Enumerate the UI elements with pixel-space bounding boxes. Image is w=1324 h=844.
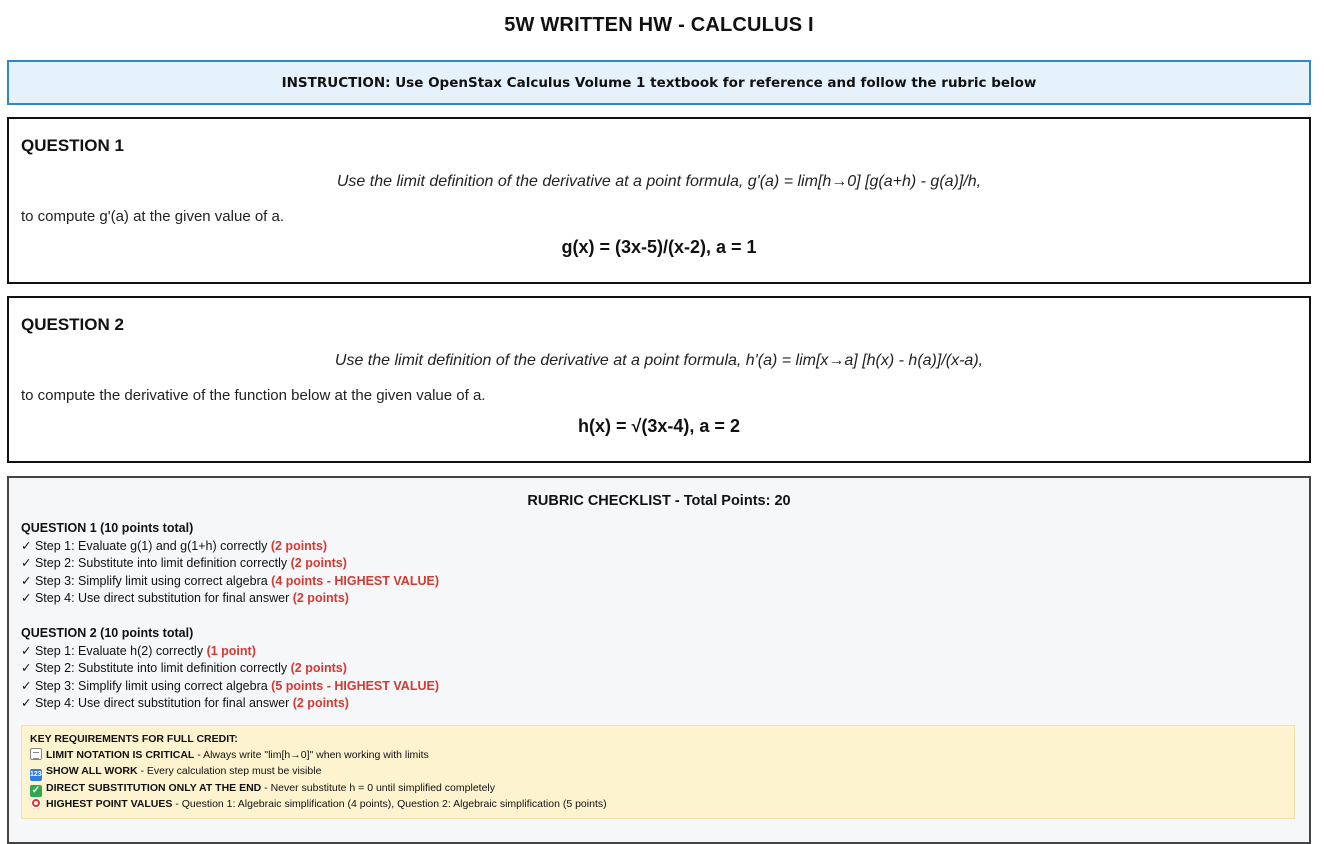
rubric-step-points: (2 points) <box>292 591 349 605</box>
rubric-step-points: (1 point) <box>206 643 256 658</box>
rubric-step-points: (2 points) <box>290 556 347 570</box>
key-requirement-label: HIGHEST POINT VALUES <box>46 797 173 810</box>
rubric-step <box>21 590 439 608</box>
key-requirement-item <box>30 797 1294 813</box>
rubric-step-text: ✓ Step 4: Use direct substitution for final answer <box>21 696 293 710</box>
question-1-card <box>7 117 1311 284</box>
rubric-step-points: (2 points) <box>290 661 347 675</box>
rubric-section-heading: QUESTION 1 (10 points total) <box>21 521 194 535</box>
rubric-section-heading: QUESTION 2 (10 points total) <box>21 626 194 640</box>
key-requirement-text: - Always write "lim[h→0]" when working with limits <box>194 748 429 761</box>
rubric-section-question-2 <box>21 625 439 713</box>
question-formula: Use the limit definition of the derivative at a point formula, h'(a) = lim[x→a] [h(x) - h(a)]/(x-a), <box>334 352 984 369</box>
rubric-step <box>21 555 439 573</box>
target-icon <box>30 797 42 809</box>
key-requirement-item <box>30 748 1294 764</box>
question-title: QUESTION 1 <box>21 136 124 155</box>
rubric-step <box>21 643 439 661</box>
question-2-card <box>7 296 1311 463</box>
question-title: QUESTION 2 <box>21 315 124 334</box>
key-requirement-text: - Never substitute h = 0 until simplified completely <box>261 781 495 794</box>
question-function: g(x) = (3x-5)/(x-2), a = 1 <box>561 237 757 257</box>
instruction-banner <box>7 60 1311 105</box>
question-function: h(x) = √(3x-4), a = 2 <box>578 416 740 436</box>
rubric-title: RUBRIC CHECKLIST - Total Points: 20 <box>527 493 791 509</box>
question-formula: Use the limit definition of the derivative at a point formula, g'(a) = lim[h→0] [g(a+h) - g(a)]/h, <box>336 173 982 190</box>
instruction-text: INSTRUCTION: Use OpenStax Calculus Volume 1 textbook for reference and follow the rubric below <box>281 74 1037 91</box>
rubric-step-text: ✓ Step 3: Simplify limit using correct algebra <box>21 573 272 588</box>
rubric-step-text: ✓ Step 1: Evaluate g(1) and g(1+h) correctly <box>21 538 271 553</box>
rubric-step-text: ✓ Step 4: Use direct substitution for final answer <box>21 591 293 605</box>
rubric-step <box>21 695 439 713</box>
key-requirement-text: - Question 1: Algebraic simplification (4 points), Question 2: Algebraic simplification (5 points) <box>172 797 607 810</box>
key-requirements-box <box>21 725 1295 819</box>
question-instruction-text: to compute g'(a) at the given value of a. <box>21 208 285 225</box>
rubric-step <box>21 573 439 591</box>
page-title: 5W WRITTEN HW - CALCULUS I <box>504 14 814 36</box>
rubric-step-points: (2 points) <box>270 538 328 553</box>
key-requirement-label: LIMIT NOTATION IS CRITICAL <box>46 748 195 761</box>
key-requirement-label: DIRECT SUBSTITUTION ONLY AT THE END <box>46 781 262 794</box>
rubric-checklist <box>7 476 1311 844</box>
rubric-section-question-1 <box>21 520 439 608</box>
rubric-step-text: ✓ Step 2: Substitute into limit definition correctly <box>21 661 291 675</box>
rubric-step <box>21 678 439 696</box>
numbers-icon: 1234 <box>30 769 42 781</box>
rubric-step-points: (2 points) <box>292 696 349 710</box>
key-requirement-text: - Every calculation step must be visible <box>137 764 322 777</box>
key-requirements-heading: KEY REQUIREMENTS FOR FULL CREDIT: <box>30 733 238 745</box>
rubric-step <box>21 538 439 556</box>
rubric-step-text: ✓ Step 2: Substitute into limit definition correctly <box>21 556 291 570</box>
rubric-step-text: ✓ Step 1: Evaluate h(2) correctly <box>21 643 207 658</box>
rubric-step-text: ✓ Step 3: Simplify limit using correct algebra <box>21 678 272 693</box>
key-requirement-label: SHOW ALL WORK <box>46 764 138 777</box>
question-instruction-text: to compute the derivative of the function below at the given value of a. <box>21 387 486 404</box>
rubric-step-points: (4 points - HIGHEST VALUE) <box>271 573 439 588</box>
rubric-step <box>21 660 439 678</box>
key-requirement-item <box>30 781 1294 797</box>
memo-icon <box>30 748 42 760</box>
rubric-step-points: (5 points - HIGHEST VALUE) <box>271 678 439 693</box>
key-requirement-item <box>30 764 1294 781</box>
check-mark-icon: ✓ <box>31 784 41 796</box>
